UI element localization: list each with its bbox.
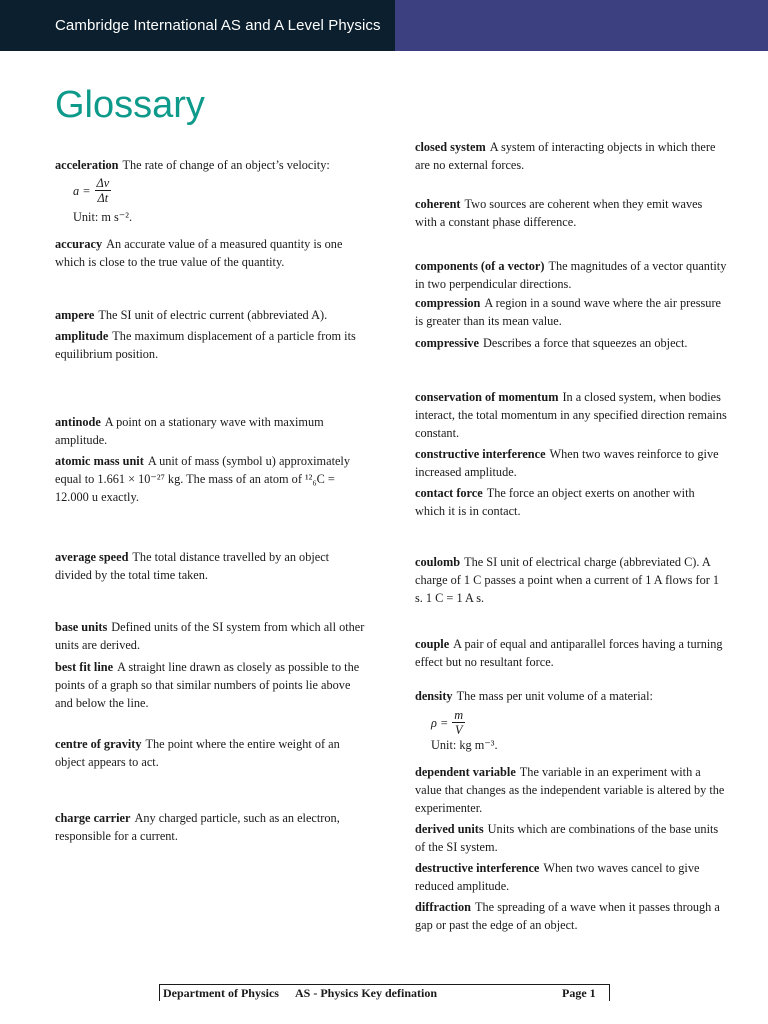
entry-term: antinode xyxy=(55,415,101,429)
entry-term: contact force xyxy=(415,486,483,500)
entry-term: constructive interference xyxy=(415,447,546,461)
formula-denominator: V xyxy=(454,723,463,737)
entry-definition: A unit of mass (symbol u) approximately equal to 1.661 × 10⁻²⁷ kg. The mass of an atom of ¹²₆C = 12.000 u exactly. xyxy=(55,454,351,504)
formula-lhs: ρ = xyxy=(431,715,449,730)
entry-definition: A straight line drawn as closely as possible to the points of a graph so that similar numbers of points lie above and below the line. xyxy=(55,660,360,710)
formula-numerator: m xyxy=(454,708,464,722)
acceleration-unit: Unit: m s⁻². xyxy=(73,210,133,224)
formula-fraction xyxy=(95,176,112,205)
glossary-entry xyxy=(415,553,727,607)
glossary-entry xyxy=(415,138,727,174)
glossary-entry xyxy=(415,820,727,856)
glossary-entry xyxy=(55,452,367,506)
entry-term: charge carrier xyxy=(55,811,131,825)
glossary-entry xyxy=(55,156,367,174)
entry-term: density xyxy=(415,689,453,703)
entry-definition: Units which are combinations of the base units of the SI system. xyxy=(415,822,719,854)
entry-definition: The variable in an experiment with a value that changes as the independent variable is altered by the experimenter. xyxy=(415,765,725,815)
entry-definition: The SI unit of electric current (abbreviated A). xyxy=(98,308,328,322)
entry-term: accuracy xyxy=(55,237,103,251)
entry-term: derived units xyxy=(415,822,484,836)
header-bar xyxy=(0,0,768,51)
glossary-entry xyxy=(415,898,727,934)
entry-definition: The maximum displacement of a particle from its equilibrium position. xyxy=(55,329,356,361)
entry-definition: A pair of equal and antiparallel forces having a turning effect but no resultant force. xyxy=(415,637,723,669)
entry-term: amplitude xyxy=(55,329,109,343)
acceleration-formula xyxy=(73,176,111,205)
density-formula xyxy=(431,708,465,737)
entry-definition: When two waves cancel to give reduced amplitude. xyxy=(415,861,700,893)
glossary-entry xyxy=(55,413,367,449)
page-title: Glossary xyxy=(55,84,205,126)
entry-definition: The force an object exerts on another with which it is in contact. xyxy=(415,486,695,518)
entry-definition: In a closed system, when bodies interact, the total momentum in any specified direction remains constant. xyxy=(415,390,727,440)
glossary-entry xyxy=(415,334,727,352)
entry-term: average speed xyxy=(55,550,129,564)
entry-definition: The SI unit of electrical charge (abbreviated C). A charge of 1 C passes a point when a current of 1 A flows for 1 s. 1 C = 1 A s. xyxy=(415,555,720,605)
glossary-entry xyxy=(415,388,727,442)
entry-definition: The spreading of a wave when it passes through a gap or past the edge of an object. xyxy=(415,900,720,932)
formula-denominator: Δt xyxy=(97,191,109,205)
entry-definition: The mass per unit volume of a material: xyxy=(456,689,653,703)
entry-definition: A region in a sound wave where the air pressure is greater than its mean value. xyxy=(415,296,721,328)
entry-definition: The rate of change of an object’s velocity: xyxy=(122,158,330,172)
entry-term: destructive interference xyxy=(415,861,540,875)
header-title: Cambridge International AS and A Level Physics xyxy=(55,17,381,34)
glossary-entry xyxy=(415,257,727,293)
entry-definition: When two waves reinforce to give increased amplitude. xyxy=(415,447,719,479)
entry-term: closed system xyxy=(415,140,486,154)
glossary-entry xyxy=(415,195,727,231)
glossary-entry xyxy=(55,618,367,654)
glossary-entry xyxy=(415,859,727,895)
entry-definition: Two sources are coherent when they emit waves with a constant phase difference. xyxy=(415,197,703,229)
glossary-entry xyxy=(415,635,727,671)
glossary-entry xyxy=(55,809,367,845)
entry-term: ampere xyxy=(55,308,95,322)
glossary-entry xyxy=(415,687,727,705)
entry-term: components (of a vector) xyxy=(415,259,545,273)
entry-term: conservation of momentum xyxy=(415,390,559,404)
entry-term: acceleration xyxy=(55,158,119,172)
glossary-entry xyxy=(55,327,367,363)
entry-term: base units xyxy=(55,620,108,634)
formula-lhs: a = xyxy=(73,183,91,198)
entry-term: dependent variable xyxy=(415,765,516,779)
entry-term: compression xyxy=(415,296,481,310)
entry-term: centre of gravity xyxy=(55,737,142,751)
footer-page-number: Page 1 xyxy=(562,986,596,1000)
glossary-entry xyxy=(55,658,367,712)
page-footer xyxy=(159,984,610,1001)
entry-definition: Defined units of the SI system from which all other units are derived. xyxy=(55,620,365,652)
footer-department: Department of Physics xyxy=(163,986,279,1000)
entry-definition: Describes a force that squeezes an object. xyxy=(482,336,688,350)
entry-term: couple xyxy=(415,637,450,651)
glossary-entry xyxy=(55,548,367,584)
formula-fraction xyxy=(452,708,465,737)
entry-definition: Any charged particle, such as an electron, responsible for a current. xyxy=(55,811,340,843)
header-left-panel xyxy=(0,0,395,51)
glossary-entry xyxy=(415,445,727,481)
formula-numerator: Δv xyxy=(96,176,110,190)
entry-term: best fit line xyxy=(55,660,114,674)
entry-term: atomic mass unit xyxy=(55,454,144,468)
entry-definition: A point on a stationary wave with maximum amplitude. xyxy=(55,415,324,447)
entry-term: diffraction xyxy=(415,900,472,914)
footer-document-title: AS - Physics Key defination xyxy=(295,986,438,1000)
entry-term: coulomb xyxy=(415,555,461,569)
entry-definition: The magnitudes of a vector quantity in two perpendicular directions. xyxy=(415,259,727,291)
glossary-entry xyxy=(55,735,367,771)
entry-definition: The total distance travelled by an object divided by the total time taken. xyxy=(55,550,330,582)
entry-definition: The point where the entire weight of an object appears to act. xyxy=(55,737,340,769)
glossary-entry xyxy=(55,306,367,324)
glossary-entry xyxy=(415,763,727,817)
glossary-entry xyxy=(415,484,727,520)
glossary-entry xyxy=(55,235,367,271)
entry-definition: An accurate value of a measured quantity is one which is close to the true value of the quantity. xyxy=(55,237,343,269)
entry-definition: A system of interacting objects in which there are no external forces. xyxy=(415,140,716,172)
entry-term: coherent xyxy=(415,197,461,211)
density-unit: Unit: kg m⁻³. xyxy=(431,738,498,752)
header-accent-panel xyxy=(395,0,768,51)
glossary-entry xyxy=(415,294,727,330)
entry-term: compressive xyxy=(415,336,479,350)
